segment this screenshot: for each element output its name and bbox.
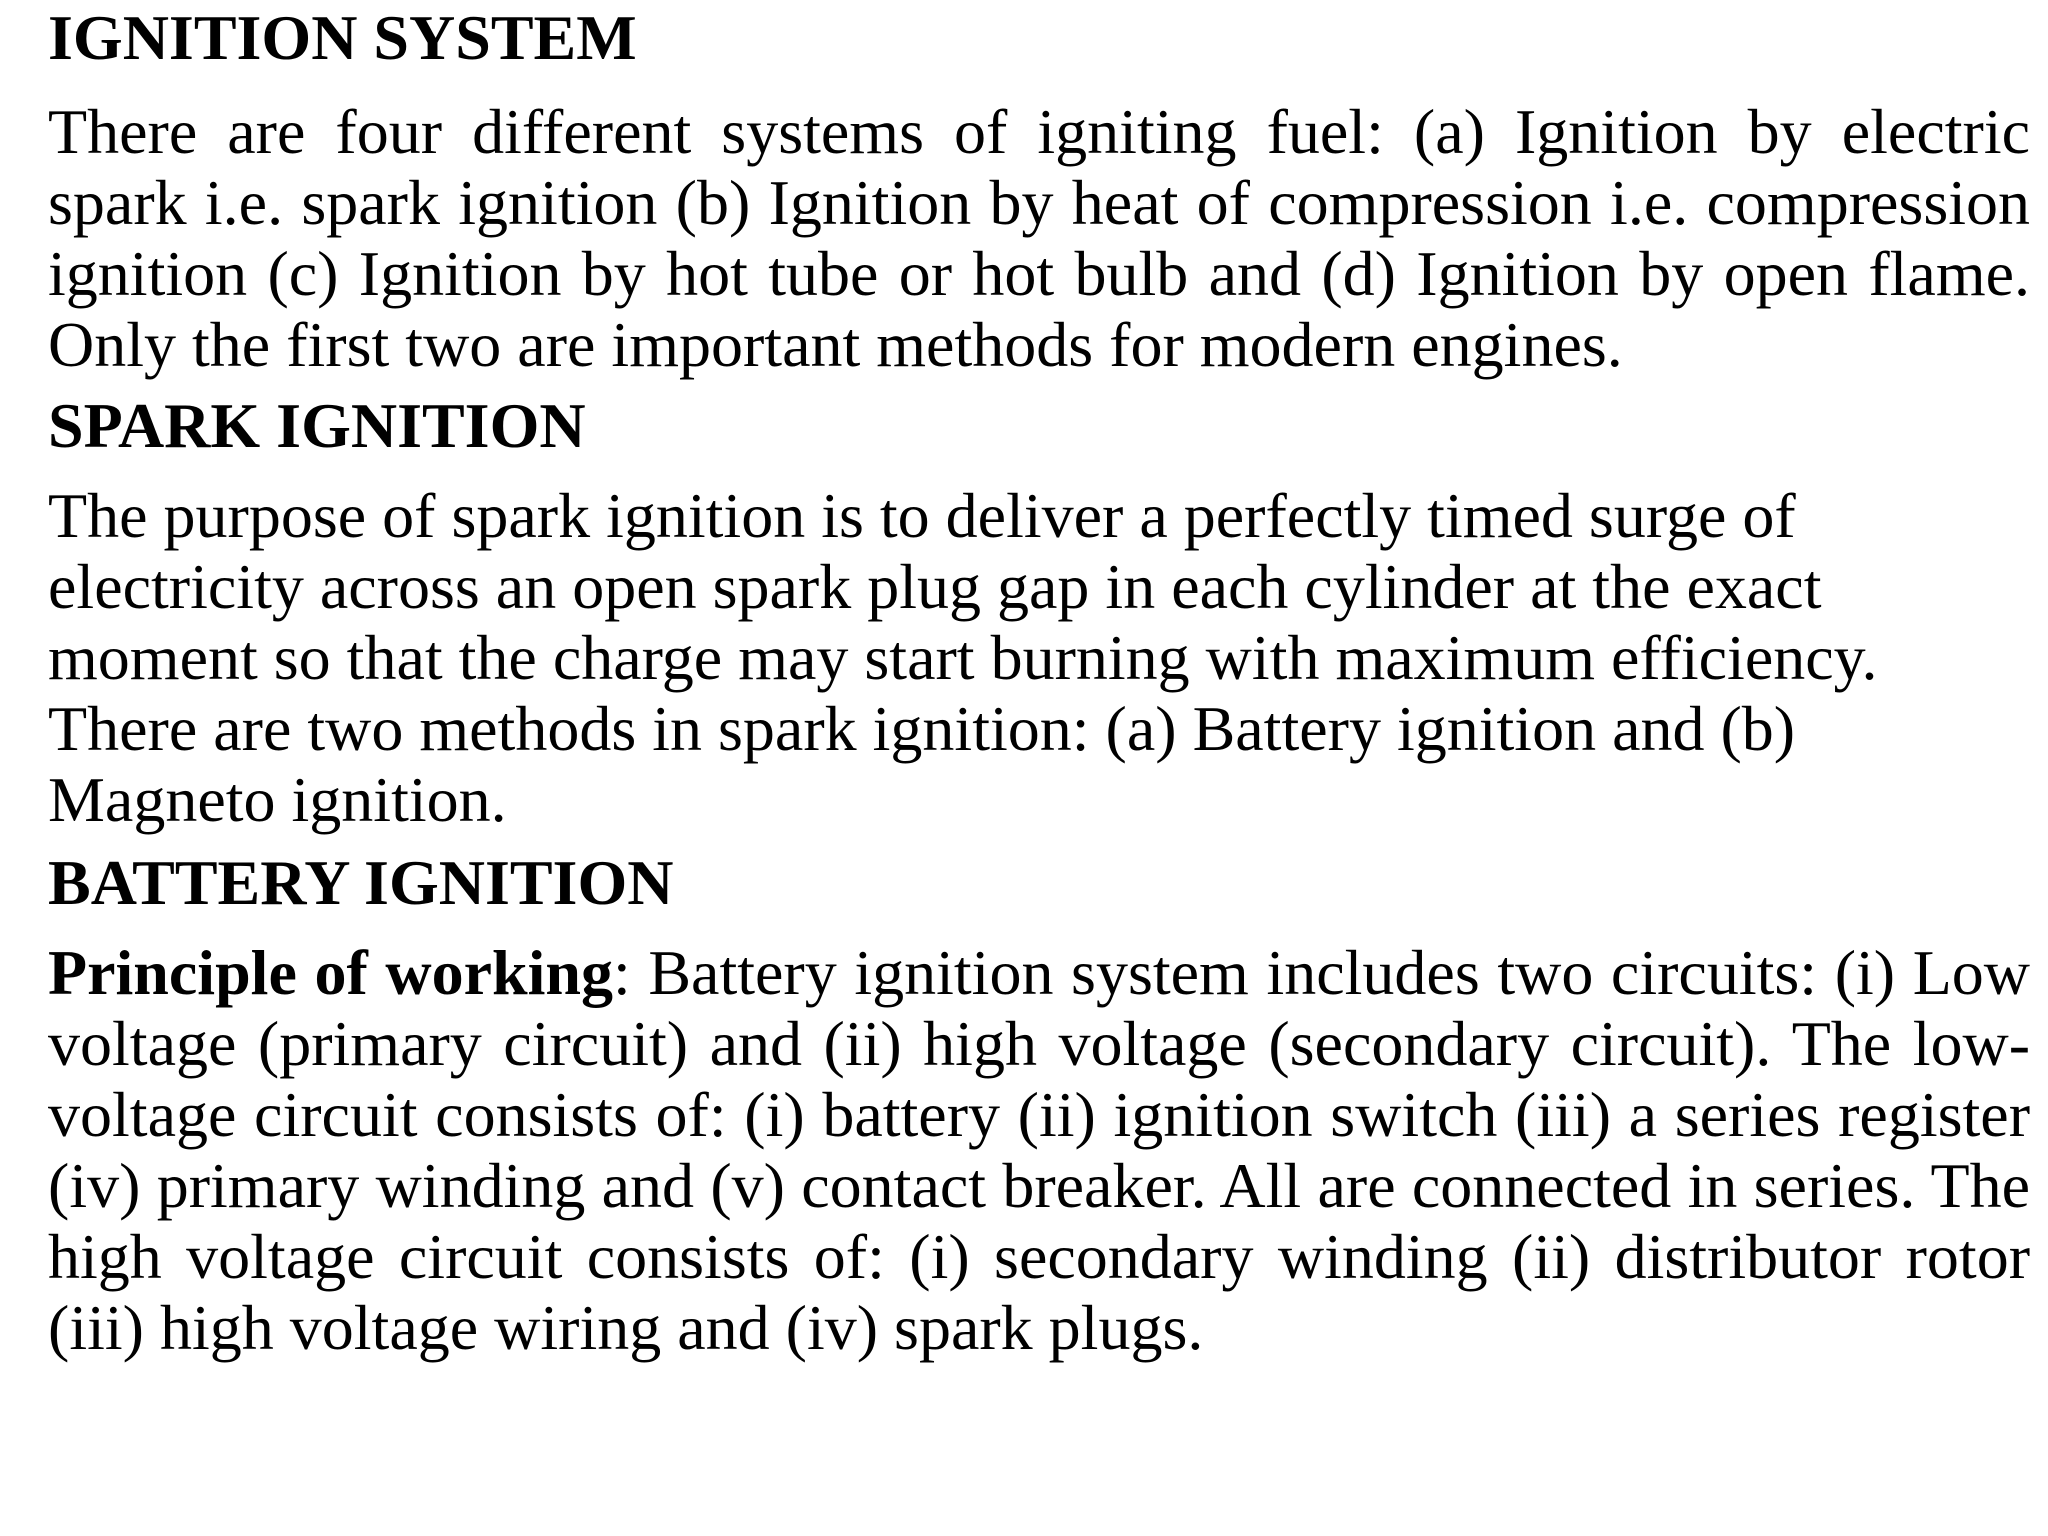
principle-of-working-lead: Principle of working: [48, 937, 613, 1008]
section-heading-spark-ignition: SPARK IGNITION: [48, 390, 586, 461]
paragraph-ignition-system: There are four different systems of igniting fuel: (a) Ignition by electric spark i.e. spark ignition (b) Ignition by heat of compression i.e. compression ignition (c) Ignition by hot tube or hot bulb and (d) Ignition by open flame. Only the first two are important methods for modern engines.: [48, 96, 2030, 380]
section-heading-battery-ignition: BATTERY IGNITION: [48, 847, 674, 918]
battery-ignition-body: : Battery ignition system includes two circuits: (i) Low voltage (primary circuit) and (ii) high voltage (secondary circuit). The low-voltage circuit consists of: (i) battery (ii) ignition switch (iii) a series register (iv) primary winding and (v) contact breaker. All are connected in series. The high voltage circuit consists of: (i) secondary winding (ii) distributor rotor (iii) high voltage wiring and (iv) spark plugs.: [48, 937, 2031, 1363]
document-page: [48, 0, 2030, 1363]
section-heading-ignition-system: IGNITION SYSTEM: [48, 2, 637, 73]
paragraph-battery-ignition: [48, 937, 2030, 1363]
paragraph-spark-ignition: The purpose of spark ignition is to deliver a perfectly timed surge of electricity across an open spark plug gap in each cylinder at the exact moment so that the charge may start burning with maximum efficiency. There are two methods in spark ignition: (a) Battery ignition and (b) Magneto ignition.: [48, 480, 1878, 835]
